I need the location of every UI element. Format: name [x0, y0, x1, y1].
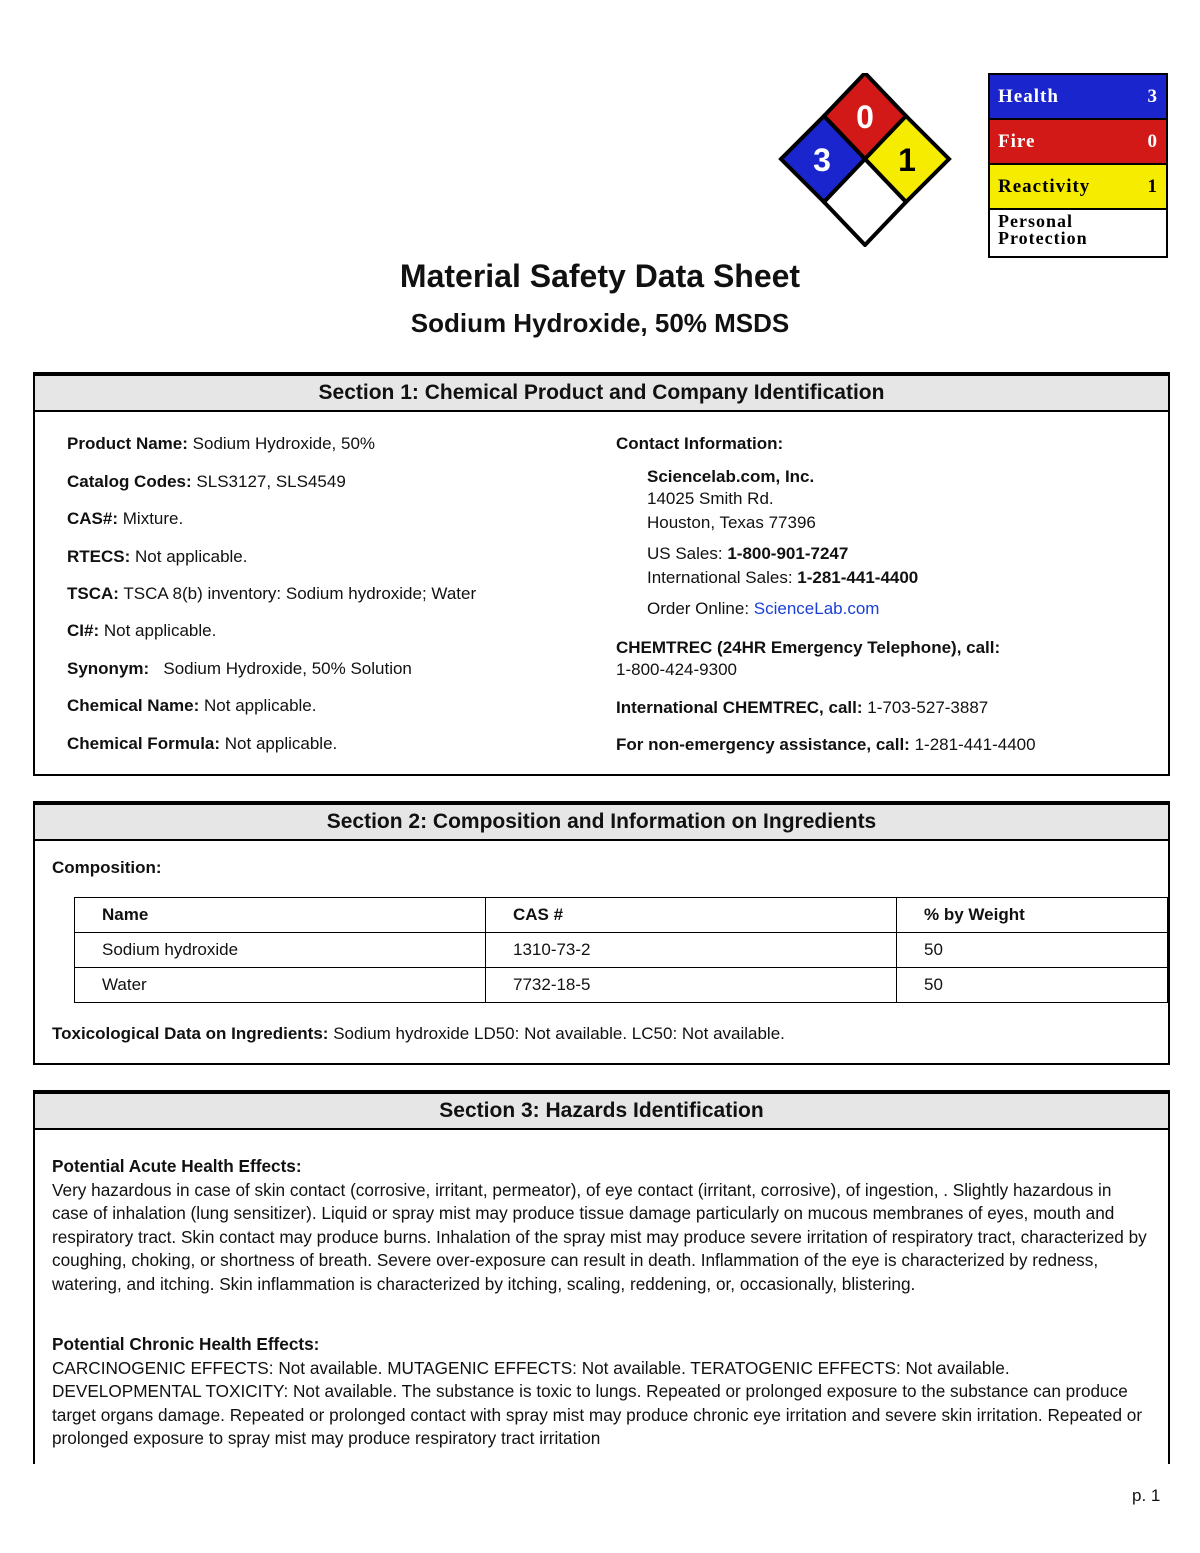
table-row	[75, 933, 1168, 968]
synonym-field	[67, 659, 412, 679]
chemical-name-field	[67, 696, 316, 716]
hazard-reactivity-value: 1	[1147, 175, 1158, 197]
table-cell-weight: 50	[897, 968, 1168, 1003]
chemtrec-phone: 1-800-424-9300	[616, 660, 737, 679]
hazard-health-label: Health	[998, 85, 1059, 107]
international-chemtrec-phone: 1-703-527-3887	[867, 698, 989, 717]
chemical-name-label: Chemical Name:	[67, 696, 200, 715]
chemical-name-value: Not applicable.	[204, 696, 317, 715]
hazard-fire-label: Fire	[998, 130, 1036, 152]
hazard-reactivity-label: Reactivity	[998, 175, 1091, 197]
section-3-heading: Section 3: Hazards Identification	[35, 1094, 1168, 1130]
company-name-text: Sciencelab.com, Inc.	[647, 467, 815, 486]
hazard-row-personal-protection	[990, 210, 1166, 256]
toxicological-data-field	[52, 1024, 785, 1044]
order-online-field	[647, 599, 879, 619]
column-header-weight: % by Weight	[897, 898, 1168, 933]
toxicological-data-label: Toxicological Data on Ingredients:	[52, 1024, 329, 1043]
company-name	[647, 467, 814, 487]
section-1	[33, 372, 1170, 776]
toxicological-data-value: Sodium hydroxide LD50: Not available. LC50: Not available.	[333, 1024, 785, 1043]
chemtrec-label-text: CHEMTREC (24HR Emergency Telephone), call:	[616, 638, 1001, 657]
synonym-label: Synonym:	[67, 659, 150, 678]
composition-label	[52, 858, 162, 878]
composition-label-text: Composition:	[52, 858, 162, 877]
ci-value: Not applicable.	[103, 621, 217, 640]
cas-field	[67, 509, 183, 529]
table-cell-name: Water	[75, 968, 486, 1003]
acute-health-effects-label: Potential Acute Health Effects:	[52, 1156, 302, 1176]
chemical-formula-label: Chemical Formula:	[67, 734, 221, 753]
document-title: Material Safety Data Sheet	[399, 258, 801, 294]
rtecs-value: Not applicable.	[135, 547, 248, 566]
hazard-health-value: 3	[1147, 85, 1158, 107]
section-2	[33, 801, 1170, 1065]
hazard-fire-value: 0	[1147, 130, 1158, 152]
table-row	[75, 968, 1168, 1003]
nfpa-fire-value: 0	[856, 99, 874, 135]
table-cell-cas: 1310-73-2	[486, 933, 897, 968]
contact-information-label	[616, 434, 783, 454]
us-sales-label: US Sales:	[647, 544, 723, 563]
non-emergency-field	[616, 735, 1036, 755]
rtecs-field	[67, 547, 247, 567]
us-sales-phone: 1-800-901-7247	[727, 544, 849, 563]
hazard-rating-table	[988, 73, 1168, 258]
product-name-label: Product Name:	[67, 434, 188, 453]
contact-information-label-text: Contact Information:	[616, 434, 784, 453]
order-online-label: Order Online:	[647, 599, 750, 618]
table-cell-name: Sodium hydroxide	[75, 933, 486, 968]
address-line-1: 14025 Smith Rd.	[647, 489, 774, 508]
international-chemtrec-label: International CHEMTREC, call:	[616, 698, 863, 717]
acute-health-effects	[52, 1155, 1152, 1296]
international-sales-field	[647, 568, 918, 588]
column-header-name: Name	[75, 898, 486, 933]
us-sales-field	[647, 544, 848, 564]
column-header-cas: CAS #	[486, 898, 897, 933]
document-subtitle: Sodium Hydroxide, 50% MSDS	[410, 308, 790, 338]
order-online-link[interactable]: ScienceLab.com	[753, 599, 880, 618]
address-line-2: Houston, Texas 77396	[647, 513, 816, 532]
synonym-value: Sodium Hydroxide, 50% Solution	[163, 659, 412, 678]
catalog-codes-field	[67, 472, 346, 492]
chemical-formula-field	[67, 734, 337, 754]
section-1-heading: Section 1: Chemical Product and Company Identification	[35, 376, 1168, 412]
catalog-codes-value: SLS3127, SLS4549	[196, 472, 346, 491]
rtecs-label: RTECS:	[67, 547, 131, 566]
chronic-health-effects-label: Potential Chronic Health Effects:	[52, 1334, 320, 1354]
cas-label: CAS#:	[67, 509, 119, 528]
chemical-formula-value: Not applicable.	[224, 734, 338, 753]
chronic-health-effects	[52, 1333, 1152, 1451]
hazard-pp-line1: Personal	[998, 211, 1073, 231]
section-2-heading: Section 2: Composition and Information on Ingredients	[35, 805, 1168, 841]
international-chemtrec-field	[616, 698, 988, 718]
ci-label: CI#:	[67, 621, 100, 640]
composition-table	[74, 897, 1168, 1003]
international-sales-phone: 1-281-441-4400	[797, 568, 919, 587]
chemtrec-label	[616, 638, 1000, 658]
international-sales-label: International Sales:	[647, 568, 793, 587]
nfpa-health-value: 3	[813, 142, 831, 178]
table-cell-weight: 50	[897, 933, 1168, 968]
non-emergency-phone: 1-281-441-4400	[914, 735, 1036, 754]
section-3	[33, 1090, 1170, 1464]
page-number: p. 1	[1132, 1486, 1161, 1505]
tsca-field	[67, 584, 476, 604]
tsca-value: TSCA 8(b) inventory: Sodium hydroxide; Water	[123, 584, 477, 603]
tsca-label: TSCA:	[67, 584, 119, 603]
hazard-row-health	[990, 75, 1166, 120]
ci-field	[67, 621, 216, 641]
nfpa-diamond	[778, 73, 952, 247]
product-name-value: Sodium Hydroxide, 50%	[192, 434, 376, 453]
non-emergency-label: For non-emergency assistance, call:	[616, 735, 910, 754]
cas-value: Mixture.	[122, 509, 184, 528]
nfpa-diamond-graphic	[778, 73, 952, 247]
hazard-row-fire	[990, 120, 1166, 165]
hazard-pp-line2: Protection	[998, 228, 1088, 248]
table-cell-cas: 7732-18-5	[486, 968, 897, 1003]
composition-table-header	[75, 898, 1168, 933]
catalog-codes-label: Catalog Codes:	[67, 472, 192, 491]
chronic-health-effects-text: CARCINOGENIC EFFECTS: Not available. MUTAGENIC EFFECTS: Not available. TERATOGENIC EFFECTS: Not available. DEVELOPMENTAL TOXICITY: Not available. The substance is toxic to lungs. Repeated or prolonged exposure to the substance can produce target organs damage. Repeated or prolonged contact with spray mist may produce chronic eye irritation and severe skin irritation. Repeated or prolonged exposure to spray mist may produce respiratory tract irritation	[52, 1357, 1143, 1448]
nfpa-reactivity-value: 1	[898, 142, 916, 178]
acute-health-effects-text: Very hazardous in case of skin contact (corrosive, irritant, permeator), of eye contact (irritant, corrosive), of ingestion, . Slightly hazardous in case of inhalation (lung sensitizer). Liquid or spray mist may produce tissue damage particularly on mucous membranes of eyes, mouth and respiratory tract. Skin contact may produce burns. Inhalation of the spray mist may produce severe irritation of respiratory tract, characterized by coughing, choking, or shortness of breath. Severe over-exposure can result in death. Inflammation of the eye is characterized by redness, watering, and itching. Skin inflammation is characterized by itching, scaling, reddening, or, occasionally, blistering.	[52, 1179, 1147, 1294]
hazard-row-reactivity	[990, 165, 1166, 210]
product-name-field	[67, 434, 375, 454]
